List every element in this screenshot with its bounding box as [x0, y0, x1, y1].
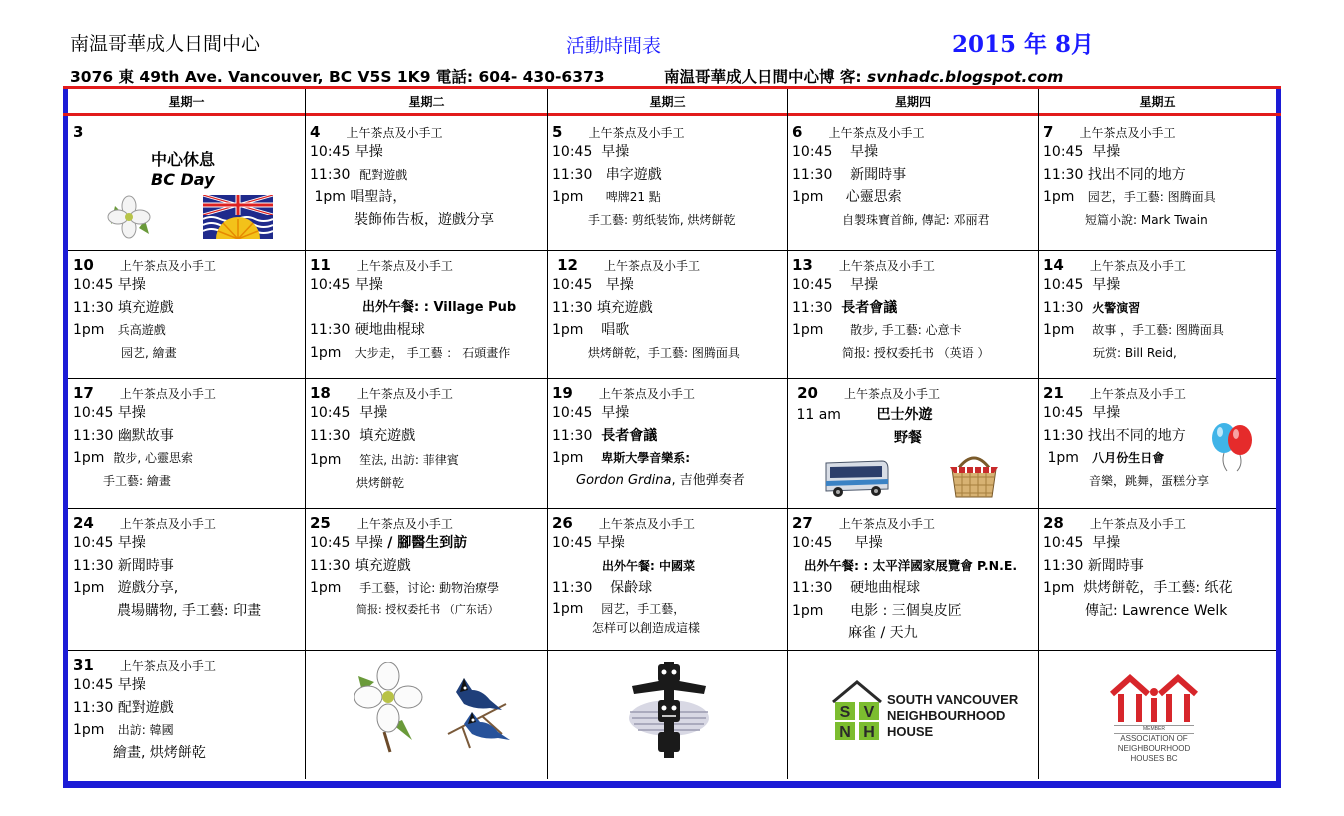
activity-label: 保齡球 [610, 580, 653, 596]
snack-craft-label: 上午茶点及小手工 [828, 126, 925, 140]
day-cell-12 [552, 255, 785, 376]
activity-label: 园艺，手工藝， [601, 601, 686, 616]
day-cell-25 [310, 513, 545, 648]
activity-label: 巴士外遊 [876, 407, 933, 423]
activity-label: 農場購物, 手工藝: 印畫 [117, 602, 262, 619]
time-label: 10:45 [73, 677, 114, 693]
activity-label: 八月份生日會 [1092, 451, 1165, 465]
activity-label: 早操 [605, 277, 634, 293]
activity-label: 傳記: Lawrence Welk [1085, 602, 1228, 619]
schedule-title: 活動時間表 [566, 35, 662, 57]
snack-craft-label: 上午茶点及小手工 [356, 517, 453, 531]
activity-label: 早操 [117, 535, 146, 551]
day-number: 31 [73, 656, 94, 674]
weekday-header-wed: 星期三 [649, 95, 686, 109]
time-label: 10:45 [552, 277, 593, 293]
snack-craft-label: 上午茶点及小手工 [356, 259, 453, 273]
time-label: 1pm [310, 452, 342, 468]
weekday-header-mon: 星期一 [168, 95, 205, 109]
activity-label: 配對遊戲 [359, 167, 408, 182]
totem-pole-icon [628, 660, 710, 760]
activity-label: 园艺，手工藝: 图腾面具 [1087, 190, 1216, 204]
holiday-label: BC Day [151, 170, 215, 189]
day-cell-17 [73, 383, 303, 506]
activity-label: 散步, 手工藝: 心意卡 [850, 323, 962, 337]
activity-label: 早操 [1092, 405, 1121, 421]
time-label: 1pm [73, 722, 105, 738]
activity-label: 早操 [354, 144, 383, 160]
activity-label: 啤牌21 點 [605, 190, 661, 204]
row-divider [68, 508, 1276, 509]
svg-text:S: S [839, 704, 851, 721]
blog-url[interactable]: svnhadc.blogspot.com [867, 68, 1064, 86]
snack-craft-label: 上午茶点及小手工 [843, 387, 940, 401]
weekday-header-thu: 星期四 [894, 95, 931, 109]
day-cell-13 [792, 255, 1036, 376]
activity-label: 裝飾佈告板，遊戲分享 [354, 211, 494, 228]
activity-label: 手工藝，讨论: 動物治療學 [359, 581, 500, 595]
time-label: 10:45 [792, 144, 833, 160]
activity-label: 新聞時事 [850, 166, 907, 183]
picnic-basket-icon [948, 451, 1000, 501]
time-label: 10:45 [1043, 535, 1084, 551]
activity-label: 大步走， 手工藝 ： 石頭畫作 [354, 345, 511, 360]
time-label: 10:45 [310, 277, 351, 293]
activity-label: 串字遊戲 [605, 166, 662, 183]
column-divider [305, 89, 306, 779]
day-number: 25 [310, 514, 331, 532]
day-number: 10 [73, 256, 94, 274]
time-label: 11:30 [1043, 557, 1084, 574]
activity-label: 烘烤餅乾 [356, 475, 405, 490]
time-label: 10:45 [552, 405, 593, 421]
day-cell-18 [310, 383, 545, 506]
time-label: 1pm [310, 580, 342, 596]
snack-craft-label: 上午茶点及小手工 [356, 387, 453, 401]
day-number: 7 [1043, 123, 1054, 141]
bus-icon [822, 457, 890, 499]
activity-label: / 腳醫生到訪 [387, 535, 468, 551]
blog-line [664, 65, 1063, 87]
snack-craft-label: 上午茶点及小手工 [346, 126, 443, 140]
dogwood-flower-icon [105, 194, 153, 240]
performer-name: Gordon Grdina [576, 472, 672, 488]
snack-craft-label: 上午茶点及小手工 [119, 659, 216, 673]
activity-label: 早操 [1092, 277, 1121, 293]
time-label: 1pm [73, 580, 105, 596]
activity-label: 早操 [117, 677, 146, 693]
day-cell-3 [73, 122, 303, 248]
time-label: 1pm [792, 322, 824, 338]
time-label: 11:30 [552, 299, 593, 316]
time-label: 11:30 [1043, 166, 1084, 183]
time-label: 1pm [552, 322, 584, 338]
activity-label: 自製珠寶首飾, 傳記: 邓丽君 [842, 212, 990, 227]
activity-label: 早操 [117, 405, 146, 421]
time-label: 11:30 [792, 166, 833, 183]
day-cell-7 [1043, 122, 1274, 248]
activity-label: 怎样可以創造成這樣 [592, 620, 701, 635]
activity-label: 心靈思索 [845, 189, 902, 205]
activity-label: 玩赏: Bill Reid, [1093, 345, 1177, 360]
outing-label: 出外午餐: 中國菜 [602, 558, 695, 573]
row-divider [68, 250, 1276, 251]
row-divider [68, 650, 1276, 651]
activity-label: 烘烤餅乾，手工藝: 纸花 [1083, 580, 1233, 596]
day-number: 12 [557, 256, 578, 274]
activity-label: 填充遊戲 [354, 557, 411, 574]
activity-label: 找出不同的地方 [1087, 166, 1186, 183]
day-number: 26 [552, 514, 573, 532]
day-cell-11 [310, 255, 545, 376]
time-label: 10:45 [73, 405, 114, 421]
activity-label: 硬地曲棍球 [354, 322, 425, 338]
activity-label: 配對遊戲 [117, 699, 174, 716]
time-label: 10:45 [792, 535, 833, 551]
day-number: 27 [792, 514, 813, 532]
day-cell-24 [73, 513, 303, 648]
snack-craft-label: 上午茶点及小手工 [119, 517, 216, 531]
activity-label: 填充遊戲 [359, 427, 416, 444]
time-label: 11:30 [310, 557, 351, 574]
snack-craft-label: 上午茶点及小手工 [1089, 517, 1186, 531]
activity-label: 早操 [354, 277, 383, 293]
day-number: 19 [552, 384, 573, 402]
activity-label: 兵高遊戲 [117, 323, 166, 337]
performer-role: , 吉他弹奏者 [671, 472, 745, 488]
time-label: 11:30 [1043, 427, 1084, 444]
activity-label: 电影 : 三個臭皮匠 [850, 602, 962, 619]
time-label: 1pm [552, 189, 584, 205]
snack-craft-label: 上午茶点及小手工 [1089, 259, 1186, 273]
time-label: 11:30 [310, 427, 351, 444]
activity-label: 早操 [850, 277, 879, 293]
day-number: 20 [797, 384, 818, 402]
time-label: 10:45 [73, 535, 114, 551]
activity-label: 早操 [354, 535, 383, 551]
snack-craft-label: 上午茶点及小手工 [838, 259, 935, 273]
time-label: 11:30 [310, 322, 351, 338]
dogwood-flower-icon [354, 662, 424, 754]
time-label: 11:30 [792, 299, 833, 316]
snack-craft-label: 上午茶点及小手工 [598, 517, 695, 531]
svg-text:N: N [839, 724, 851, 741]
activity-label: 唱聖詩， [350, 189, 407, 205]
time-label: 10:45 [552, 535, 593, 551]
day-cell-21 [1043, 383, 1274, 506]
month-title: 2015 年 8月 [952, 31, 1095, 58]
day-number: 18 [310, 384, 331, 402]
day-number: 28 [1043, 514, 1064, 532]
column-divider [1038, 89, 1039, 779]
activity-label: 長者會議 [841, 299, 898, 316]
time-label: 11:30 [792, 580, 833, 596]
bc-flag-icon [203, 195, 273, 239]
anhbc-line: NEIGHBOURHOOD [1117, 744, 1191, 753]
svnh-line: HOUSE [887, 724, 934, 739]
balloons-icon [1207, 421, 1257, 473]
time-label: 1pm [73, 450, 105, 466]
center-name: 南温哥華成人日間中心 [70, 33, 261, 55]
day-cell-14 [1043, 255, 1274, 376]
activity-label: 找出不同的地方 [1087, 427, 1186, 444]
anhbc-wordmark [1104, 725, 1204, 764]
snack-craft-label: 上午茶点及小手工 [1079, 126, 1176, 140]
activity-label: 早操 [1092, 535, 1121, 551]
time-label: 11:30 [552, 580, 593, 596]
weekday-header-fri: 星期五 [1139, 95, 1176, 109]
day-number: 21 [1043, 384, 1064, 402]
time-label: 1pm [1047, 450, 1079, 466]
svg-text:H: H [863, 724, 875, 741]
activity-label: 唱歌 [601, 322, 630, 338]
activity-label: 火警演習 [1092, 300, 1141, 315]
time-label: 10:45 [792, 277, 833, 293]
activity-label: 手工藝: 繪畫 [103, 473, 171, 488]
svnh-line: SOUTH VANCOUVER [887, 692, 1019, 707]
day-cell-4 [310, 122, 545, 248]
time-label: 1pm [792, 602, 824, 619]
svg-text:V: V [863, 704, 875, 721]
time-label: 1pm [792, 189, 824, 205]
time-label: 10:45 [1043, 405, 1084, 421]
activity-label: 填充遊戲 [596, 299, 653, 316]
time-label: 1pm [1043, 322, 1075, 338]
activity-label: 手工藝: 剪纸装饰, 烘烤餅乾 [588, 212, 736, 227]
day-number: 13 [792, 256, 813, 274]
snack-craft-label: 上午茶点及小手工 [603, 259, 700, 273]
time-label: 11:30 [552, 166, 593, 183]
time-label: 11:30 [73, 299, 114, 316]
day-number: 3 [73, 123, 84, 141]
activity-label: 园艺, 繪畫 [121, 345, 177, 360]
snack-craft-label: 上午茶点及小手工 [598, 387, 695, 401]
activity-label: 幽默故事 [117, 427, 174, 444]
day-cell-19 [552, 383, 785, 506]
activity-label: 烘烤餅乾，手工藝: 图腾面具 [588, 345, 740, 360]
activity-label: 出訪: 韓國 [117, 723, 174, 737]
time-label: 1pm [1043, 189, 1075, 205]
activity-label: 長者會議 [601, 427, 658, 444]
snack-craft-label: 上午茶点及小手工 [119, 387, 216, 401]
activity-label: 早操 [601, 144, 630, 160]
svnh-line: NEIGHBOURHOOD [887, 708, 1006, 723]
time-label: 1pm [314, 189, 346, 205]
closed-label: 中心休息 [151, 150, 216, 169]
activity-label: 新聞時事 [1087, 557, 1144, 574]
time-label: 10:45 [1043, 277, 1084, 293]
time-label: 10:45 [552, 144, 593, 160]
time-label: 10:45 [1043, 144, 1084, 160]
time-label: 1pm [310, 344, 342, 361]
day-number: 6 [792, 123, 803, 141]
activity-label: 短篇小說: Mark Twain [1085, 212, 1208, 227]
column-divider [547, 89, 548, 779]
day-number: 4 [310, 123, 321, 141]
column-divider [787, 89, 788, 779]
activity-label: 卑斯大學音樂系: [601, 451, 691, 465]
activity-label: 故事 ，手工藝: 图腾面具 [1092, 323, 1224, 337]
outing-label: 出外午餐: : Village Pub [362, 299, 517, 315]
time-label: 11:30 [1043, 299, 1084, 316]
day-cell-26 [552, 513, 785, 648]
day-number: 14 [1043, 256, 1064, 274]
activity-label: 填充遊戲 [117, 299, 174, 316]
activity-label: 简报: 授权委托书 （英语 ） [842, 345, 990, 360]
activity-label: 遊戲分享, [117, 580, 179, 596]
stellers-jay-icon [442, 664, 514, 754]
activity-label: 散步, 心靈思索 [113, 451, 193, 465]
time-label: 11 am [796, 407, 841, 423]
activity-label: 早操 [596, 535, 625, 551]
time-label: 10:45 [310, 405, 351, 421]
time-label: 1pm [73, 322, 105, 338]
activity-label: 繪畫, 烘烤餅乾 [113, 744, 206, 761]
activity-label: 野餐 [894, 429, 922, 446]
outing-label: 出外午餐: : 太平洋國家展覽會 P.N.E. [804, 557, 1018, 573]
activity-label: 音樂，跳舞，蛋糕分享 [1089, 473, 1210, 488]
activity-label: 笙法, 出訪: 菲律賓 [359, 453, 459, 467]
day-cell-5 [552, 122, 785, 248]
snack-craft-label: 上午茶点及小手工 [1089, 387, 1186, 401]
activity-label: 早操 [854, 535, 883, 551]
activity-label: 硬地曲棍球 [850, 580, 921, 596]
day-number: 11 [310, 256, 331, 274]
day-number: 17 [73, 384, 94, 402]
time-label: 1pm [552, 450, 584, 466]
row-divider [68, 378, 1276, 379]
time-label: 11:30 [73, 557, 114, 574]
anhbc-line: ASSOCIATION OF [1120, 734, 1188, 743]
blog-label: 南温哥華成人日間中心博 客: [664, 68, 867, 86]
time-label: 1pm [552, 600, 584, 617]
anhbc-logo [1104, 672, 1204, 764]
day-cell-27 [792, 513, 1036, 648]
activity-label: 麻雀 / 天九 [848, 625, 918, 641]
time-label: 11:30 [73, 699, 114, 716]
top-red-rule [63, 86, 1281, 89]
activity-label: 早操 [1092, 144, 1121, 160]
time-label: 10:45 [310, 144, 351, 160]
day-number: 24 [73, 514, 94, 532]
activity-label: 早操 [359, 405, 388, 421]
header-red-rule [63, 113, 1281, 116]
activity-label: 早操 [601, 405, 630, 421]
day-cell-28 [1043, 513, 1274, 648]
snack-craft-label: 上午茶点及小手工 [119, 259, 216, 273]
time-label: 10:45 [310, 535, 351, 551]
time-label: 10:45 [73, 277, 114, 293]
time-label: 1pm [1043, 580, 1075, 596]
activity-label: 新聞時事 [117, 557, 174, 574]
snack-craft-label: 上午茶点及小手工 [588, 126, 685, 140]
time-label: 11:30 [73, 427, 114, 444]
snack-craft-label: 上午茶点及小手工 [838, 517, 935, 531]
activity-label: 早操 [117, 277, 146, 293]
anhbc-line: HOUSES BC [1130, 754, 1178, 763]
anhbc-member: MEMBER [1114, 725, 1194, 734]
address-line: 3076 東 49th Ave. Vancouver, BC V5S 1K9 電話: 604- 430-6373 [70, 68, 605, 86]
time-label: 11:30 [310, 166, 351, 183]
activity-label: 早操 [850, 144, 879, 160]
day-cell-10 [73, 255, 303, 376]
activity-label: 简报: 授权委托书 （广东话） [356, 602, 499, 616]
day-cell-31 [73, 655, 303, 779]
day-cell-6 [792, 122, 1036, 248]
day-cell-20 [792, 383, 1036, 506]
day-number: 5 [552, 123, 563, 141]
time-label: 11:30 [552, 427, 593, 444]
svnh-wordmark [887, 692, 1018, 740]
weekday-header-tue: 星期二 [408, 95, 445, 109]
